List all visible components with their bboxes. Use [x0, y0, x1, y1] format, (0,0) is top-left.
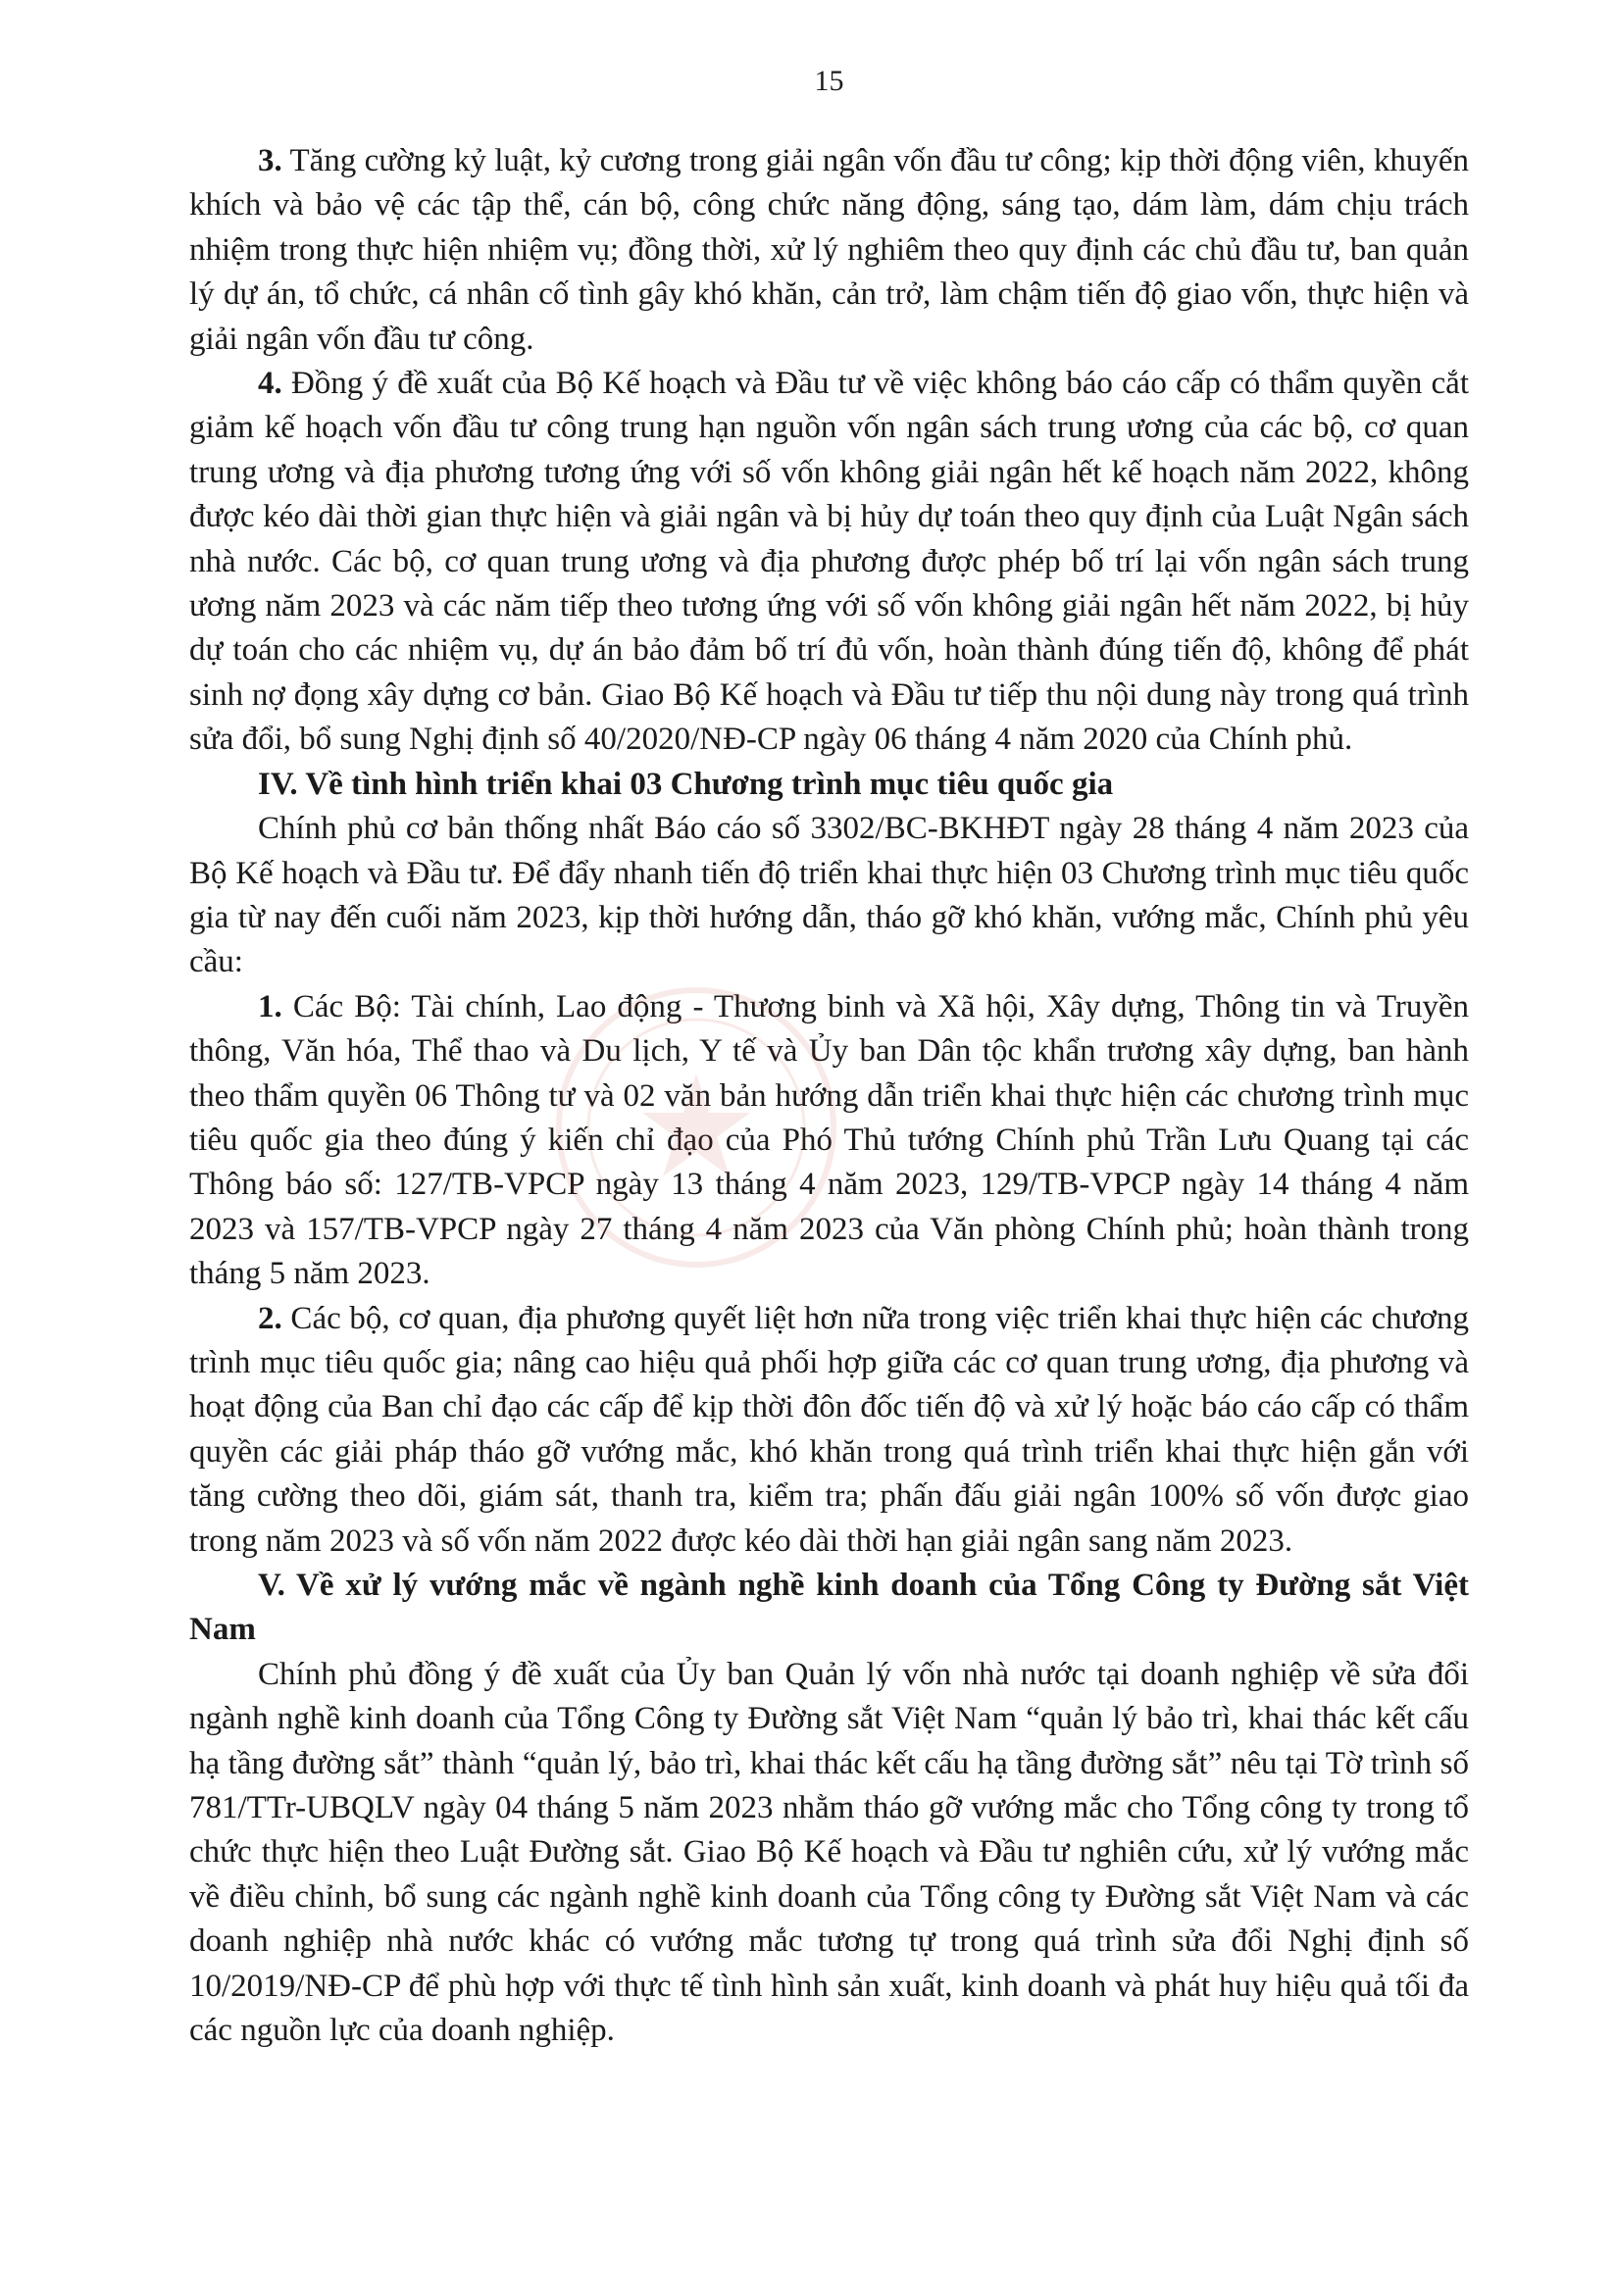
paragraph-text: Đồng ý đề xuất của Bộ Kế hoạch và Đầu tư về việc không báo cáo cấp có thẩm quyền cắt giảm kế hoạch vốn đầu tư công trung hạn nguồn vốn ngân sách trung ương của các bộ, cơ quan trung ương và địa phương tương ứng với số vốn không giải ngân hết kế hoạch năm 2022, không được kéo dài thời gian thực hiện và giải ngân và bị hủy dự toán theo quy định của Luật Ngân sách nhà nước. Các bộ, cơ quan trung ương và địa phương được phép bố trí lại vốn ngân sách trung ương năm 2023 và các năm tiếp theo tương ứng với số vốn không giải ngân hết năm 2022, bị hủy dự toán cho các nhiệm vụ, dự án bảo đảm bố trí đủ vốn, hoàn thành đúng tiến độ, không để phát sinh nợ đọng xây dựng cơ bản. Giao Bộ Kế hoạch và Đầu tư tiếp thu nội dung này trong quá trình sửa đổi, bổ sung Nghị định số 40/2020/NĐ-CP ngày 06 tháng 4 năm 2020 của Chính phủ. [189, 366, 1469, 758]
paragraph-3 [189, 139, 1469, 362]
paragraph-text: Các bộ, cơ quan, địa phương quyết liệt hơn nữa trong việc triển khai thực hiện các chương trình mục tiêu quốc gia; nâng cao hiệu quả phối hợp giữa các cơ quan trung ương, địa phương và hoạt động của Ban chỉ đạo các cấp để kịp thời đôn đốc tiến độ và xử lý hoặc báo cáo cấp có thẩm quyền các giải pháp tháo gỡ vướng mắc, khó khăn trong quá trình triển khai thực hiện gắn với tăng cường theo dõi, giám sát, thanh tra, kiểm tra; phấn đấu giải ngân 100% số vốn được giao trong năm 2023 và số vốn năm 2022 được kéo dài thời hạn giải ngân sang năm 2023. [189, 1300, 1469, 1559]
section-v-body: Chính phủ đồng ý đề xuất của Ủy ban Quản lý vốn nhà nước tại doanh nghiệp về sửa đổi ngành nghề kinh doanh của Tổng Công ty Đường sắt Việt Nam “quản lý bảo trì, khai thác kết cấu hạ tầng đường sắt” thành “quản lý, bảo trì, khai thác kết cấu hạ tầng đường sắt” nêu tại Tờ trình số 781/TTr-UBQLV ngày 04 tháng 5 năm 2023 nhằm tháo gỡ vướng mắc cho Tổng công ty trong tổ chức thực hiện theo Luật Đường sắt. Giao Bộ Kế hoạch và Đầu tư nghiên cứu, xử lý vướng mắc về điều chỉnh, bổ sung các ngành nghề kinh doanh của Tổng công ty Đường sắt Việt Nam và các doanh nghiệp nhà nước khác có vướng mắc tương tự trong quá trình sửa đổi Nghị định số 10/2019/NĐ-CP để phù hợp với thực tế tình hình sản xuất, kinh doanh và phát huy hiệu quả tối đa các nguồn lực của doanh nghiệp. [189, 1656, 1469, 2049]
section-heading-v: V. Về xử lý vướng mắc về ngành nghề kinh doanh của Tổng Công ty Đường sắt Việt Nam [189, 1568, 1469, 1648]
section-iv-item-2 [189, 1297, 1469, 1564]
paragraph-4 [189, 362, 1469, 763]
page-number: 15 [814, 65, 844, 97]
item-number: 4. [258, 366, 282, 402]
section-iv-intro: Chính phủ cơ bản thống nhất Báo cáo số 3302/BC-BKHĐT ngày 28 tháng 4 năm 2023 của Bộ Kế hoạch và Đầu tư. Để đẩy nhanh tiến độ triển khai thực hiện 03 Chương trình mục tiêu quốc gia từ nay đến cuối năm 2023, kịp thời hướng dẫn, tháo gỡ khó khăn, vướng mắc, Chính phủ yêu cầu: [189, 811, 1469, 980]
paragraph-text: Các Bộ: Tài chính, Lao động - Thương binh và Xã hội, Xây dựng, Thông tin và Truyền thông, Văn hóa, Thể thao và Du lịch, Y tế và Ủy ban Dân tộc khẩn trương xây dựng, ban hành theo thẩm quyền 06 Thông tư và 02 văn bản hướng dẫn triển khai thực hiện các chương trình mục tiêu quốc gia theo đúng ý kiến chỉ đạo của Phó Thủ tướng Chính phủ Trần Lưu Quang tại các Thông báo số: 127/TB-VPCP ngày 13 tháng 4 năm 2023, 129/TB-VPCP ngày 14 tháng 4 năm 2023 và 157/TB-VPCP ngày 27 tháng 4 năm 2023 của Văn phòng Chính phủ; hoàn thành trong tháng 5 năm 2023. [189, 988, 1469, 1292]
paragraph-text: Tăng cường kỷ luật, kỷ cương trong giải ngân vốn đầu tư công; kịp thời động viên, khuyến khích và bảo vệ các tập thể, cán bộ, công chức năng động, sáng tạo, dám làm, dám chịu trách nhiệm trong thực hiện nhiệm vụ; đồng thời, xử lý nghiêm theo quy định các chủ đầu tư, ban quản lý dự án, tổ chức, cá nhân cố tình gây khó khăn, cản trở, làm chậm tiến độ giao vốn, thực hiện và giải ngân vốn đầu tư công. [189, 143, 1469, 357]
section-iv-item-1 [189, 985, 1469, 1297]
item-number: 2. [258, 1300, 282, 1336]
item-number: 1. [258, 988, 282, 1024]
section-heading-iv: IV. Về tình hình triển khai 03 Chương trình mục tiêu quốc gia [258, 766, 1114, 802]
item-number: 3. [258, 143, 282, 178]
